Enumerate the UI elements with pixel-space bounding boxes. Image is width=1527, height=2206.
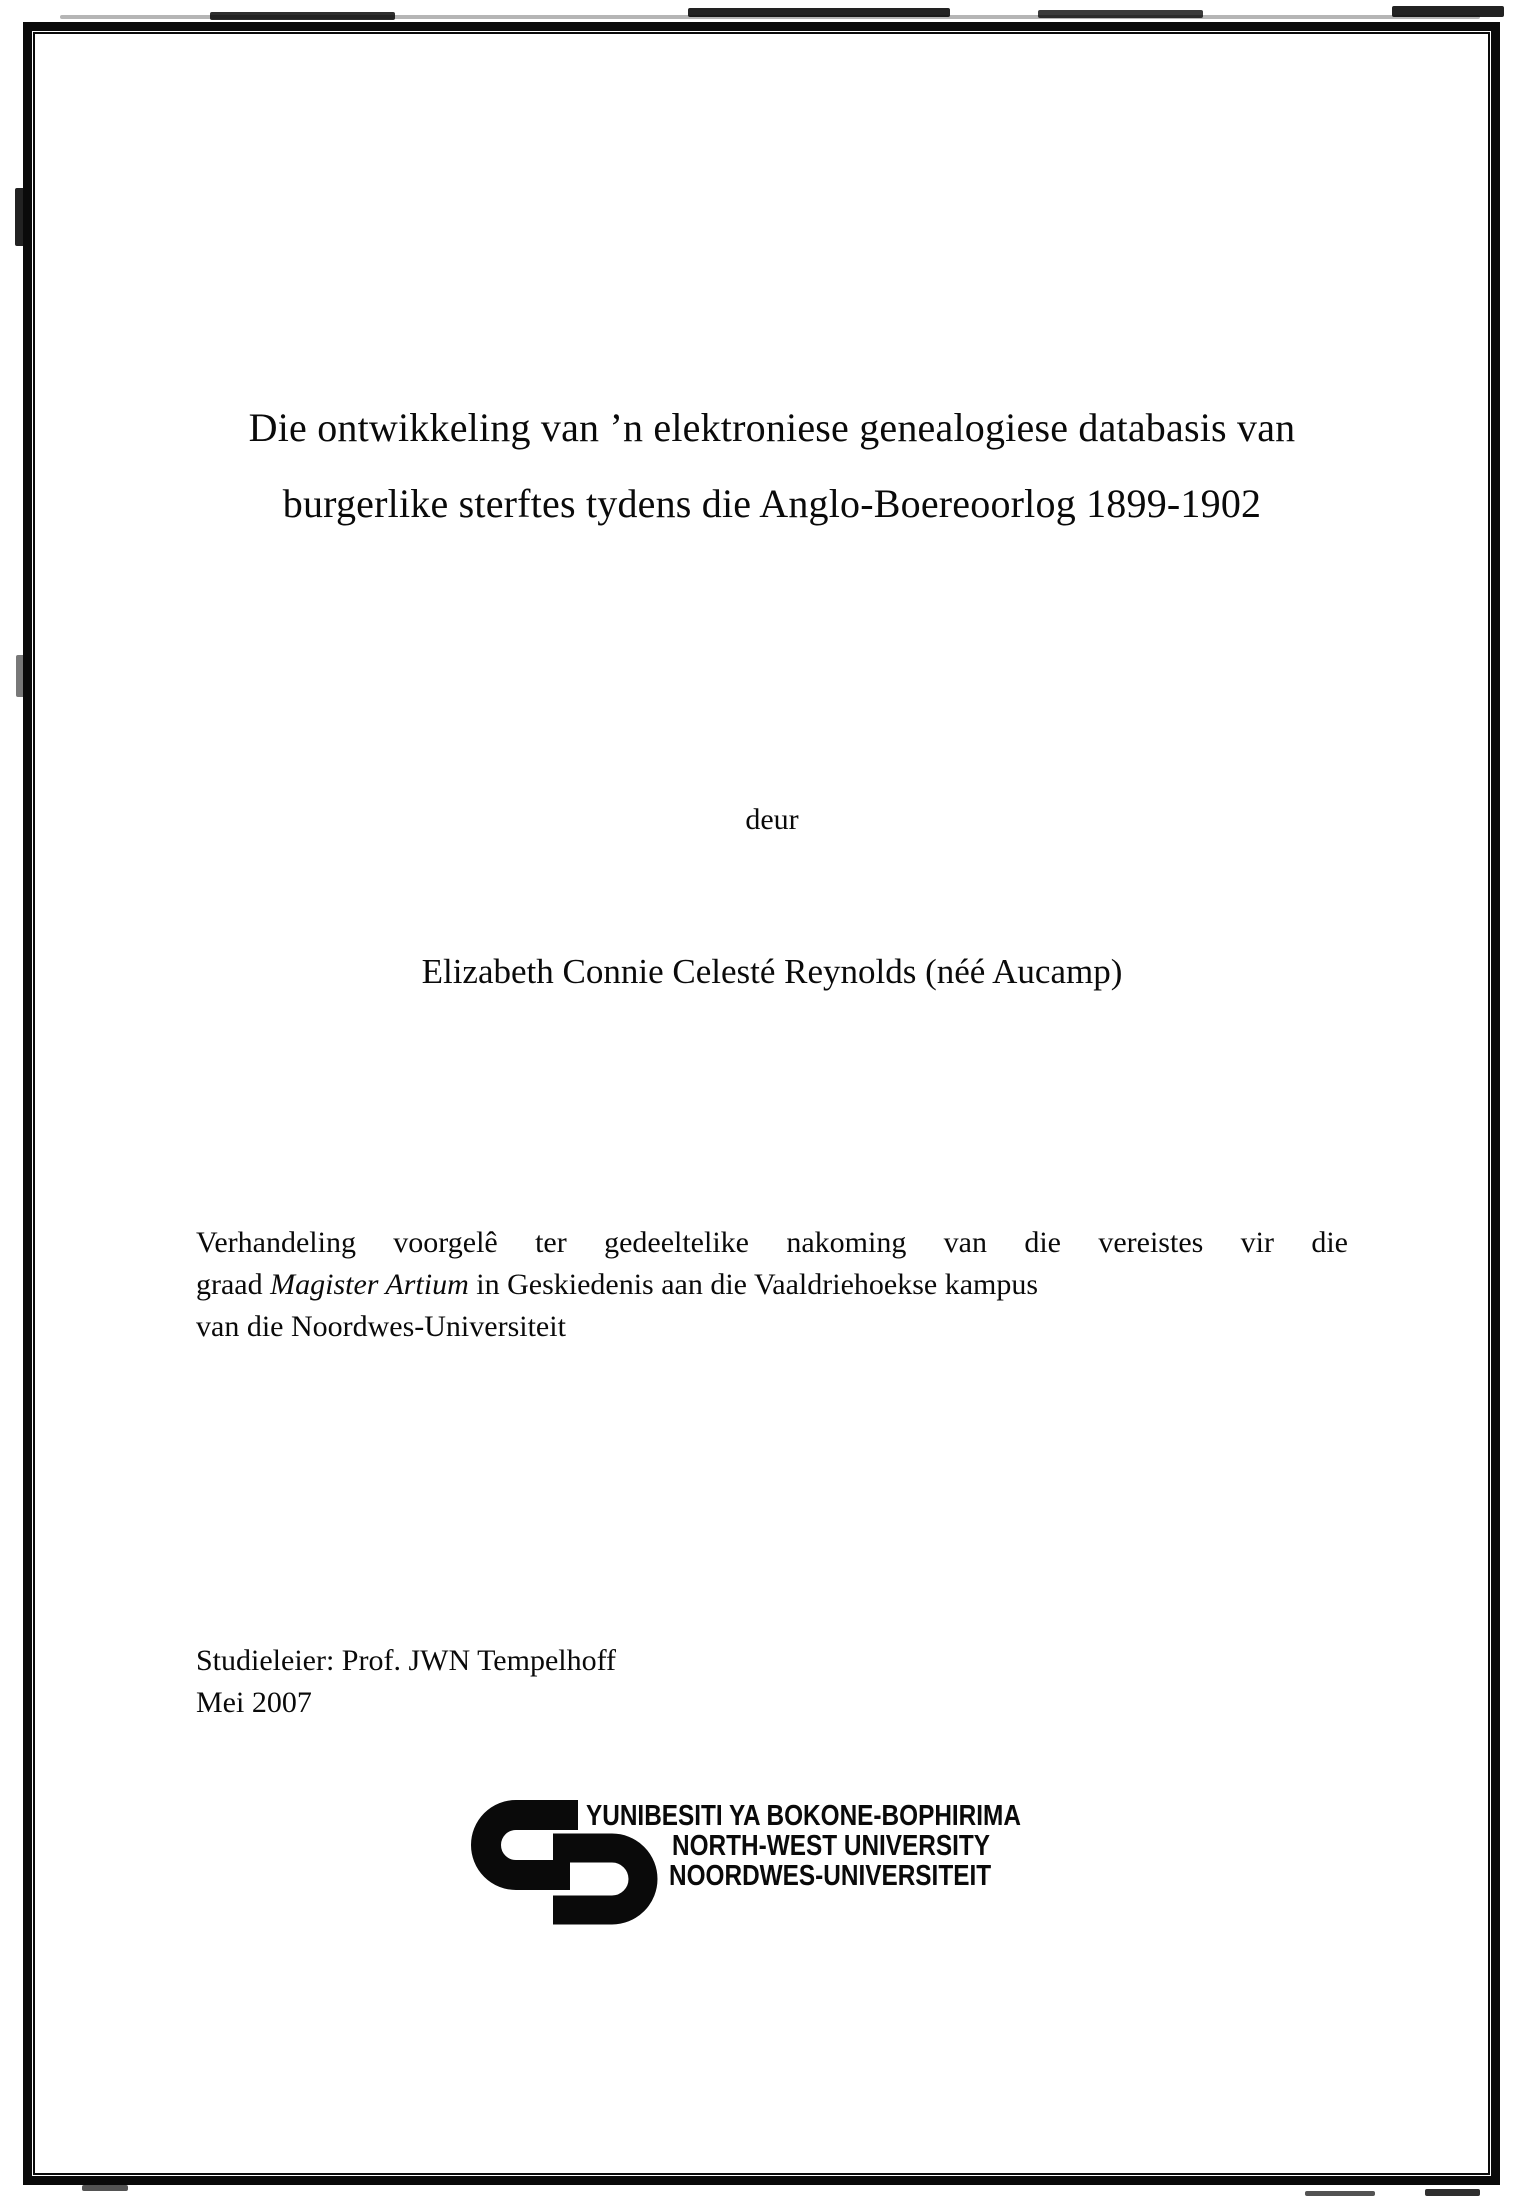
degree-statement-line2-suffix: in Geskiedenis aan die Vaaldriehoekse kampus <box>468 1268 1039 1301</box>
degree-statement-line2-prefix: graad <box>196 1268 271 1301</box>
author-name: Elizabeth Connie Celesté Reynolds (néé Aucamp) <box>421 952 1123 991</box>
supervisor-line: Studieleier: Prof. JWN Tempelhoff <box>196 1644 617 1677</box>
date-line: Mei 2007 <box>196 1686 312 1719</box>
logo-text-english: NORTH-WEST UNIVERSITY <box>672 1830 991 1862</box>
logo-text-afrikaans: NOORDWES-UNIVERSITEIT <box>669 1860 992 1892</box>
scan-artifact-bottom-edge <box>1425 2189 1480 2196</box>
thesis-title-line1: Die ontwikkeling van ’n elektroniese genealogiese databasis van <box>248 405 1296 450</box>
degree-statement-line1: Verhandeling voorgelê ter gedeeltelike nakoming van die vereistes vir die <box>196 1226 1348 1259</box>
byline-deur: deur <box>745 803 799 836</box>
scan-artifact-bottom-edge <box>82 2185 128 2191</box>
scan-artifact-top-edge <box>60 15 1480 19</box>
thesis-title-line2: burgerlike sterftes tydens die Anglo-Boereoorlog 1899-1902 <box>282 481 1262 526</box>
degree-statement-line2 <box>196 1264 1348 1306</box>
degree-statement-line3: van die Noordwes-Universiteit <box>196 1310 566 1343</box>
nwu-logo <box>466 1796 1106 1936</box>
supervisor-block <box>196 1640 1096 1724</box>
scan-artifact-bottom-edge <box>1305 2191 1375 2196</box>
thesis-title <box>196 390 1348 542</box>
degree-statement <box>196 1222 1348 1348</box>
logo-text-setswana: YUNIBESITI YA BOKONE-BOPHIRIMA <box>586 1800 1021 1832</box>
degree-name-italic: Magister Artium <box>270 1268 469 1301</box>
